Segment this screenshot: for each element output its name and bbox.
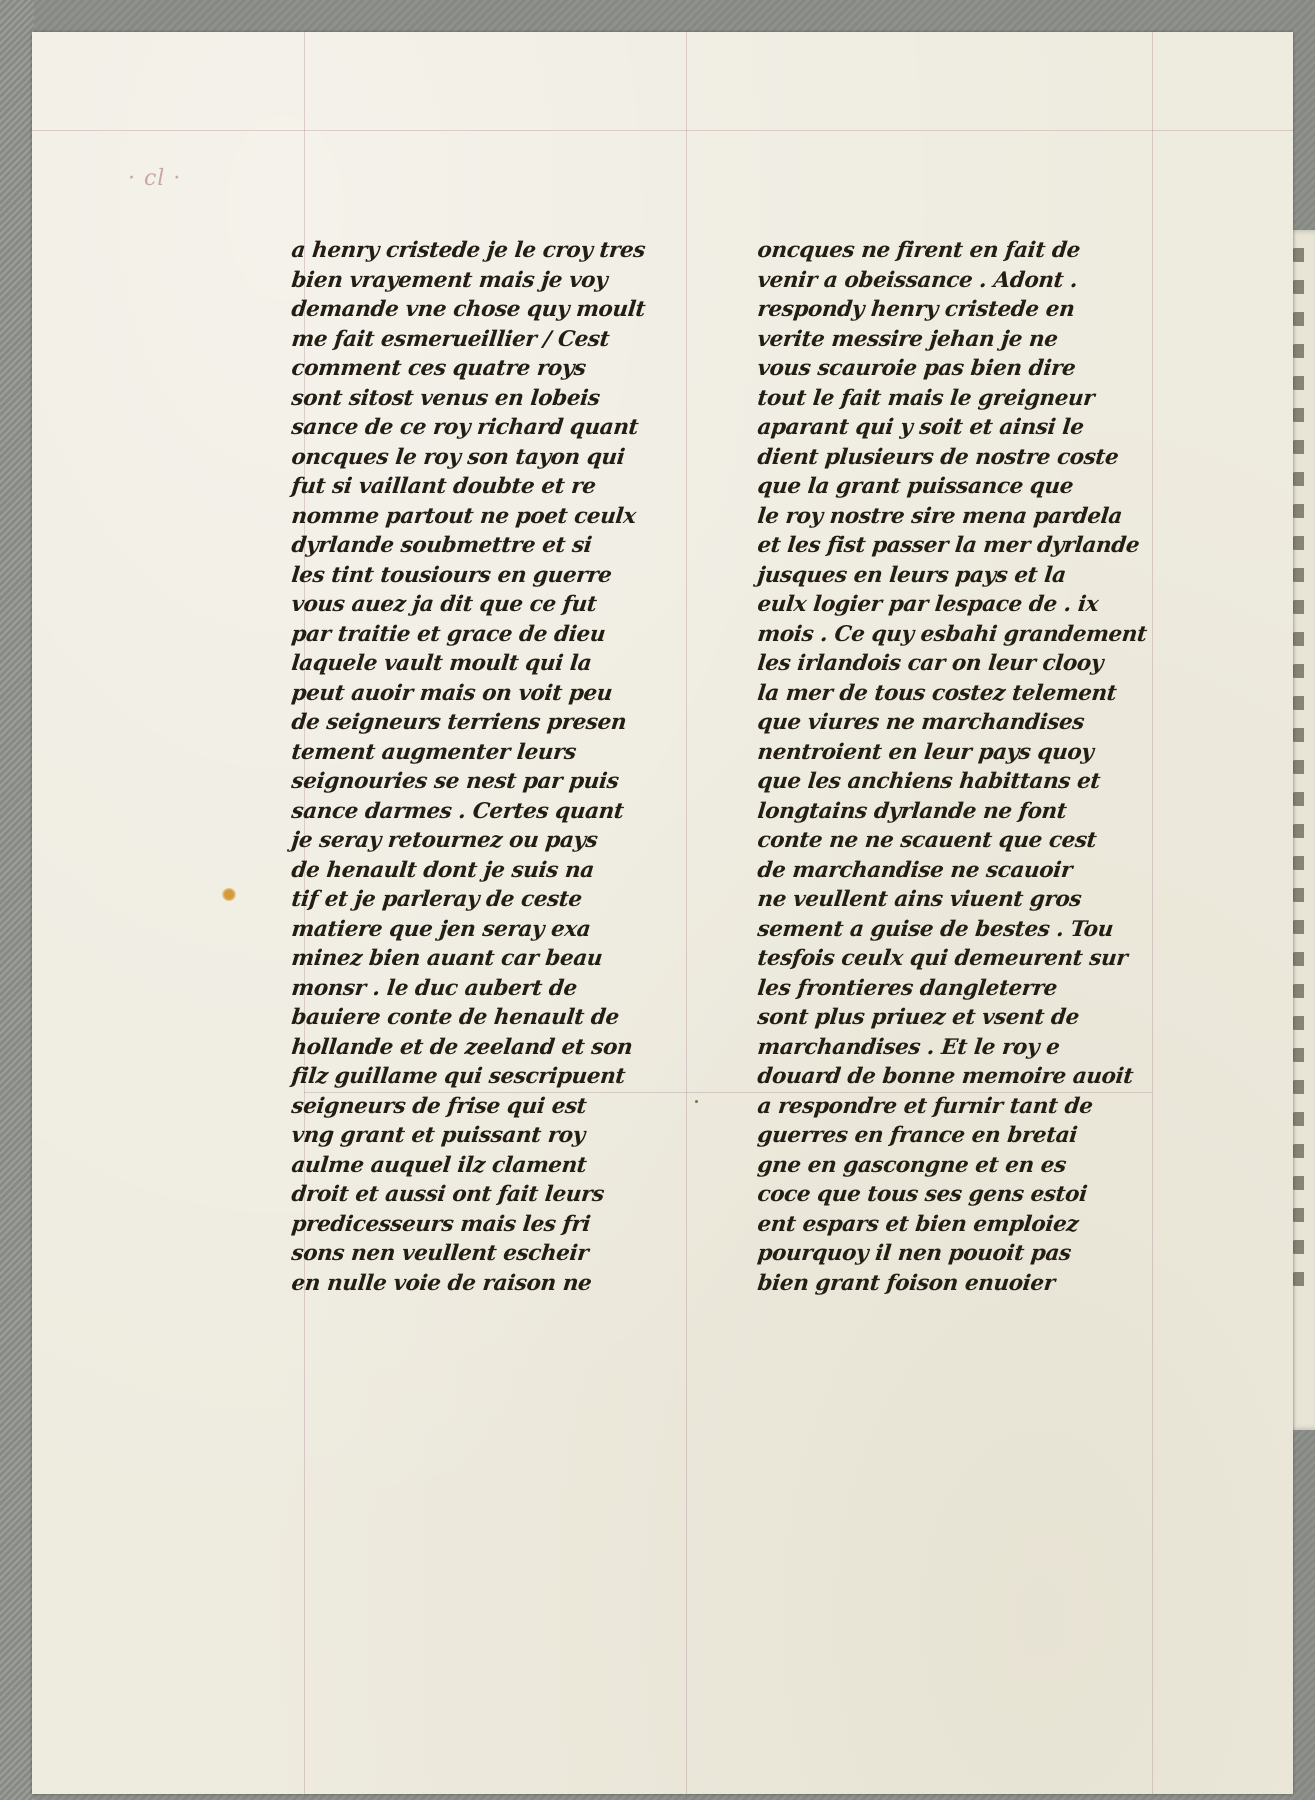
text-line: que la grant puissance que	[756, 474, 1075, 499]
text-line: sance darmes . Certes quant	[290, 798, 625, 824]
text-line: demande vne chose quy moult	[290, 297, 647, 322]
text-line: filz guillame qui sescripuent	[290, 1064, 627, 1089]
text-line: a henry cristede je le croy tres	[290, 238, 647, 263]
text-line: me fait esmerueillier / Cest	[290, 326, 611, 352]
folio-number: · cl ·	[128, 166, 182, 191]
ruling-line	[32, 130, 1293, 131]
text-line: la mer de tous costez telement	[756, 680, 1118, 706]
text-column-right	[756, 236, 1148, 1298]
text-line: de marchandise ne scauoir	[756, 857, 1074, 883]
text-line: sont sitost venus en lobeis	[290, 385, 601, 411]
text-line: eulx logier par lespace de . ix	[756, 592, 1100, 617]
text-line: seigneurs de frise qui est	[290, 1093, 588, 1119]
text-line: oncques ne firent en fait de	[756, 238, 1082, 263]
text-line: vng grant et puissant roy	[290, 1123, 587, 1148]
text-line: conte ne ne scauent que cest	[756, 828, 1098, 853]
text-line: je seray retournez ou pays	[290, 828, 599, 853]
text-line: marchandises . Et le roy e	[756, 1034, 1061, 1060]
text-line: les irlandois car on leur clooy	[756, 651, 1105, 676]
text-line: jusques en leurs pays et la	[756, 562, 1067, 588]
text-line: nomme partout ne poet ceulx	[290, 503, 637, 529]
text-line: coce que tous ses gens estoi	[756, 1182, 1089, 1207]
text-line: dyrlande soubmettre et si	[290, 533, 593, 558]
ruling-line	[686, 32, 687, 1794]
text-line: fut si vaillant doubte et re	[290, 474, 597, 499]
text-line: par traitie et grace de dieu	[290, 621, 607, 647]
text-line: tesfois ceulx qui demeurent sur	[756, 946, 1129, 971]
text-line: monsr . le duc aubert de	[290, 975, 579, 1001]
text-line: peut auoir mais on voit peu	[290, 680, 614, 706]
text-line: les frontieres dangleterre	[756, 975, 1059, 1001]
text-line: sance de ce roy richard quant	[290, 415, 640, 440]
text-line: a respondre et furnir tant de	[756, 1093, 1094, 1119]
text-line: venir a obeissance . Adont .	[756, 267, 1079, 293]
scan-background-left	[0, 0, 34, 1800]
text-line: tement augmenter leurs	[290, 739, 578, 765]
text-line: gne en gascongne et en es	[756, 1152, 1068, 1178]
text-line: dient plusieurs de nostre coste	[756, 444, 1120, 470]
text-line: les tint tousiours en guerre	[290, 562, 613, 588]
text-line: predicesseurs mais les fri	[290, 1211, 592, 1237]
ink-dot	[695, 1100, 698, 1103]
text-line: aulme auquel ilz clament	[290, 1152, 588, 1178]
text-line: hollande et de zeeland et son	[290, 1034, 634, 1060]
text-line: oncques le roy son tayon qui	[290, 444, 626, 470]
ruling-line	[1152, 32, 1153, 1794]
text-line: en nulle voie de raison ne	[290, 1270, 593, 1296]
text-line: minez bien auant car beau	[290, 946, 604, 971]
text-line: ne veullent ains viuent gros	[756, 887, 1083, 912]
text-line: mois . Ce quy esbahi grandement	[756, 621, 1148, 647]
text-line: bauiere conte de henault de	[290, 1005, 621, 1030]
text-line: comment ces quatre roys	[290, 356, 587, 381]
text-column-left	[290, 236, 647, 1298]
text-line: seignouries se nest par puis	[290, 769, 620, 794]
text-line: bien vrayement mais je voy	[290, 267, 609, 293]
text-line: matiere que jen seray exa	[290, 916, 592, 942]
text-line: longtains dyrlande ne font	[756, 798, 1068, 824]
text-line: nentroient en leur pays quoy	[756, 739, 1095, 765]
text-line: sement a guise de bestes . Tou	[756, 916, 1115, 942]
text-line: bien grant foison enuoier	[756, 1270, 1057, 1296]
text-line: respondy henry cristede en	[756, 297, 1076, 322]
text-line: laquele vault moult qui la	[290, 651, 593, 676]
text-line: vous scauroie pas bien dire	[756, 356, 1077, 381]
text-line: guerres en france en bretai	[756, 1123, 1079, 1148]
text-line: et les fist passer la mer dyrlande	[756, 533, 1141, 558]
text-line: aparant qui y soit et ainsi le	[756, 415, 1085, 440]
text-line: sons nen veullent escheir	[290, 1241, 590, 1266]
text-line: ent espars et bien emploiez	[756, 1211, 1080, 1237]
ink-stain	[222, 888, 236, 901]
text-line: sont plus priuez et vsent de	[756, 1005, 1081, 1030]
text-line: de seigneurs terriens presen	[290, 710, 628, 735]
text-line: verite messire jehan je ne	[756, 326, 1059, 352]
text-line: le roy nostre sire mena pardela	[756, 503, 1124, 529]
text-line: que les anchiens habittans et	[756, 769, 1102, 794]
text-line: de henault dont je suis na	[290, 857, 596, 883]
text-line: tif et je parleray de ceste	[290, 887, 584, 912]
text-line: droit et aussi ont fait leurs	[290, 1182, 606, 1207]
text-line: pourquoy il nen pouoit pas	[756, 1241, 1073, 1266]
text-line: vous auez ja dit que ce fut	[290, 592, 598, 617]
text-line: que viures ne marchandises	[756, 710, 1086, 735]
text-line: tout le fait mais le greigneur	[756, 385, 1096, 411]
text-line: douard de bonne memoire auoit	[756, 1064, 1135, 1089]
